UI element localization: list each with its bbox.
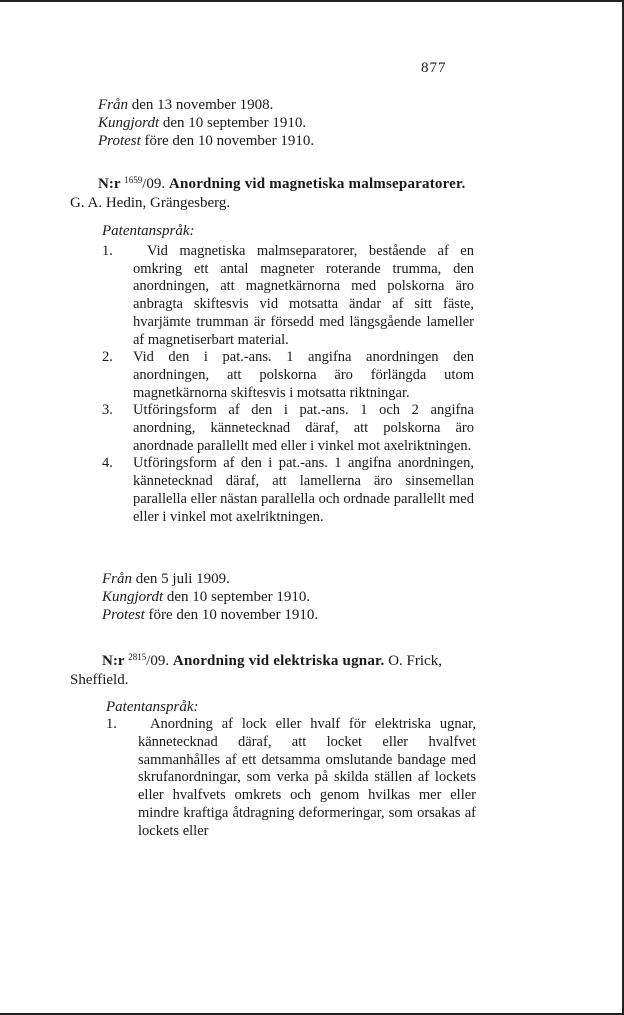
claim-item xyxy=(102,402,474,455)
patent-year: /09. xyxy=(146,653,170,669)
claim-number: 3. xyxy=(102,402,113,419)
patent-number: 1659 xyxy=(124,175,143,185)
date-label: Kungjordt xyxy=(98,115,160,131)
claim-text: Vid den i pat.-ans. 1 angifna anordningen den anordningen, att polskorna äro förlängda utom magnetkärnorna skiftesvis i motsatta riktningar. xyxy=(133,349,474,401)
date-announced xyxy=(98,114,498,132)
patent-heading xyxy=(70,652,476,690)
date-label: Från xyxy=(102,571,132,587)
previous-entry-dates xyxy=(98,96,498,150)
patent-year: /09. xyxy=(142,176,166,192)
patent-applicant: O. Frick, Sheffield. xyxy=(70,653,442,688)
patent-applicant: G. A. Hedin, Grängesberg. xyxy=(70,195,231,211)
date-label: Kungjordt xyxy=(102,589,164,605)
patent-heading xyxy=(70,175,482,213)
claim-text: Utföringsform af den i pat.-ans. 1 och 2 angifna anordning, kännetecknad däraf, att polskorna äro anordnade parallellt med eller i vinkel mot axelriktningen. xyxy=(133,402,474,454)
patent-number-label: N:r xyxy=(98,176,121,192)
date-text: den 10 september 1910. xyxy=(159,115,307,131)
claim-item xyxy=(102,349,474,402)
date-from xyxy=(102,570,502,588)
claim-text: Vid magnetiska malmseparatorer, bestående af en omkring ett antal magneter roterande trumma, den anordningen, att magnetkärnorna med polskorna äro anbragta skiftesvis vid motsatta ändar af sitt fäste, hvarjämte trumman är försedd med längsgående lameller af magnetiserbart material. xyxy=(133,243,474,348)
date-text: den 13 november 1908. xyxy=(128,97,274,113)
claim-text: Utföringsform af den i pat.-ans. 1 angifna anordningen, kännetecknad däraf, att lamellerna äro sinsemellan parallella eller nästan parallella och ordnade parallellt med eller i vinkel mot axelriktningen. xyxy=(133,455,474,525)
claim-number: 1. xyxy=(106,716,117,732)
page-number: 877 xyxy=(421,60,447,76)
claim-item xyxy=(106,716,476,841)
date-protest xyxy=(102,606,502,624)
patent-title: Anordning vid magnetiska malmseparatorer. xyxy=(168,176,466,192)
date-text: före den 10 november 1910. xyxy=(144,607,319,623)
patent-number: 2815 xyxy=(128,652,147,662)
date-label: Protest xyxy=(102,607,145,623)
claim-number: 2. xyxy=(102,349,113,366)
date-text: den 5 juli 1909. xyxy=(132,571,230,587)
claims-heading: Patentanspråk: xyxy=(106,699,199,715)
date-label: Protest xyxy=(98,133,141,149)
claim-number: 1. xyxy=(102,243,113,259)
patent-title: Anordning vid elektriska ugnar. xyxy=(172,653,385,669)
date-protest xyxy=(98,132,498,150)
claims-heading: Patentanspråk: xyxy=(102,223,195,239)
claims-list xyxy=(102,243,474,526)
page-border-top xyxy=(0,0,624,2)
claim-item xyxy=(102,455,474,526)
date-label: Från xyxy=(98,97,128,113)
claim-number: 4. xyxy=(102,455,113,472)
claim-text: Anordning af lock eller hvalf för elektriska ugnar, kännetecknad däraf, att locket eller hvalfvet sammanhålles af ett detsamma omslutande bandage med skrufanordningar, som verka på skilda ställen af lockets eller hvalfvets omkrets och genom hvilkas mer eller mindre kraftiga åtdragning deformeringar, som orsakas af lockets eller xyxy=(138,716,476,839)
patent-dates xyxy=(102,570,502,624)
patent-number-label: N:r xyxy=(102,653,125,669)
date-announced xyxy=(102,588,502,606)
date-text: den 10 september 1910. xyxy=(163,589,311,605)
date-from xyxy=(98,96,498,114)
date-text: före den 10 november 1910. xyxy=(140,133,315,149)
claims-list xyxy=(106,716,476,841)
claim-item xyxy=(102,243,474,349)
